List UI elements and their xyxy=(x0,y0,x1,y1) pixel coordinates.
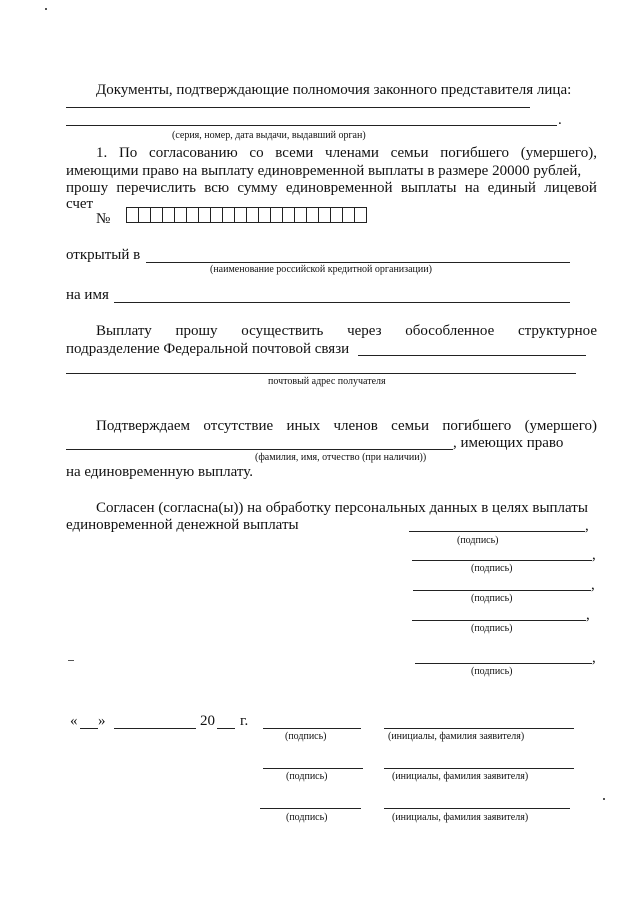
consent-signature-caption-4: (подпись) xyxy=(471,623,513,634)
date-year-prefix: 20 xyxy=(200,713,215,729)
consent-comma: , xyxy=(592,650,596,666)
confirm-line-3: на единовременную выплату. xyxy=(66,464,254,480)
applicant-signature-line-3[interactable] xyxy=(260,808,361,809)
recipient-name-line[interactable] xyxy=(114,302,570,303)
post-office-line[interactable] xyxy=(358,355,586,356)
consent-line-2: единовременной денежной выплаты xyxy=(66,517,299,533)
p1-line-3: прошу перечислить всю сумму единовременной выплаты на единый лицевой xyxy=(66,180,597,196)
family-fio-caption: (фамилия, имя, отчество (при наличии)) xyxy=(255,452,427,463)
documents-heading: Документы, подтверждающие полномочия законного представителя лица: xyxy=(96,82,572,98)
documents-line-2[interactable] xyxy=(66,125,557,126)
applicant-initials-caption-1: (инициалы, фамилия заявителя) xyxy=(388,731,525,742)
documents-line-end: . xyxy=(558,112,562,128)
opened-in-label: открытый в xyxy=(66,247,141,263)
applicant-initials-caption-2: (инициалы, фамилия заявителя) xyxy=(392,771,529,782)
documents-line-1[interactable] xyxy=(66,107,530,108)
applicant-signature-line-2[interactable] xyxy=(263,768,363,769)
consent-signature-line-2[interactable] xyxy=(412,560,592,561)
account-number-boxes[interactable] xyxy=(126,207,366,223)
postal-address-caption: почтовый адрес получателя xyxy=(268,376,386,387)
having-right-text: , имеющих право xyxy=(453,435,564,451)
date-day-line[interactable] xyxy=(80,728,98,729)
scan-mark xyxy=(603,798,605,800)
date-year-suffix: г. xyxy=(240,713,249,729)
consent-signature-caption-3: (подпись) xyxy=(471,593,513,604)
applicant-initials-caption-3: (инициалы, фамилия заявителя) xyxy=(392,812,529,823)
consent-signature-line-3[interactable] xyxy=(413,590,591,591)
confirm-line-1: Подтверждаем отсутствие иных членов семьи погибшего (умершего) xyxy=(96,418,597,434)
account-number-label: № xyxy=(96,211,111,227)
account-digit-box[interactable] xyxy=(354,207,367,223)
consent-comma: , xyxy=(586,607,590,623)
applicant-signature-line-1[interactable] xyxy=(263,728,361,729)
on-name-label: на имя xyxy=(66,287,109,303)
bank-name-line[interactable] xyxy=(146,262,570,263)
date-close-quote: » xyxy=(98,713,106,729)
consent-line-1: Согласен (согласна(ы)) на обработку персональных данных в целях выплаты xyxy=(96,500,588,516)
p1-line-1: 1. По согласованию со всеми членами семьи погибшего (умершего), xyxy=(96,145,597,161)
scan-mark xyxy=(45,8,47,10)
applicant-initials-line-3[interactable] xyxy=(384,808,570,809)
date-open-quote: « xyxy=(70,713,78,729)
consent-signature-line-5[interactable] xyxy=(415,663,592,664)
applicant-initials-line-2[interactable] xyxy=(384,768,574,769)
consent-signature-caption-2: (подпись) xyxy=(471,563,513,574)
p1-line-2: имеющими право на выплату единовременной выплаты в размере 20000 рублей, xyxy=(66,163,582,179)
documents-caption: (серия, номер, дата выдачи, выдавший орган) xyxy=(172,130,366,141)
consent-signature-caption-1: (подпись) xyxy=(457,535,499,546)
date-month-line[interactable] xyxy=(114,728,196,729)
p1-line-4: счет xyxy=(66,196,94,212)
applicant-signature-caption-2: (подпись) xyxy=(286,771,328,782)
consent-signature-line-4[interactable] xyxy=(412,620,586,621)
scan-mark xyxy=(68,660,74,661)
consent-signature-caption-5: (подпись) xyxy=(471,666,513,677)
date-year-line[interactable] xyxy=(217,728,235,729)
payment-line-2: подразделение Федеральной почтовой связи xyxy=(66,341,350,357)
family-fio-line[interactable] xyxy=(66,449,453,450)
consent-comma: , xyxy=(585,518,589,534)
bank-name-caption: (наименование российской кредитной организации) xyxy=(210,264,432,275)
consent-comma: , xyxy=(591,577,595,593)
postal-address-line[interactable] xyxy=(66,373,576,374)
applicant-initials-line-1[interactable] xyxy=(384,728,574,729)
consent-comma: , xyxy=(592,547,596,563)
applicant-signature-caption-3: (подпись) xyxy=(286,812,328,823)
consent-signature-line-1[interactable] xyxy=(409,531,585,532)
applicant-signature-caption-1: (подпись) xyxy=(285,731,327,742)
payment-line-1: Выплату прошу осуществить через обособленное структурное xyxy=(96,323,597,339)
